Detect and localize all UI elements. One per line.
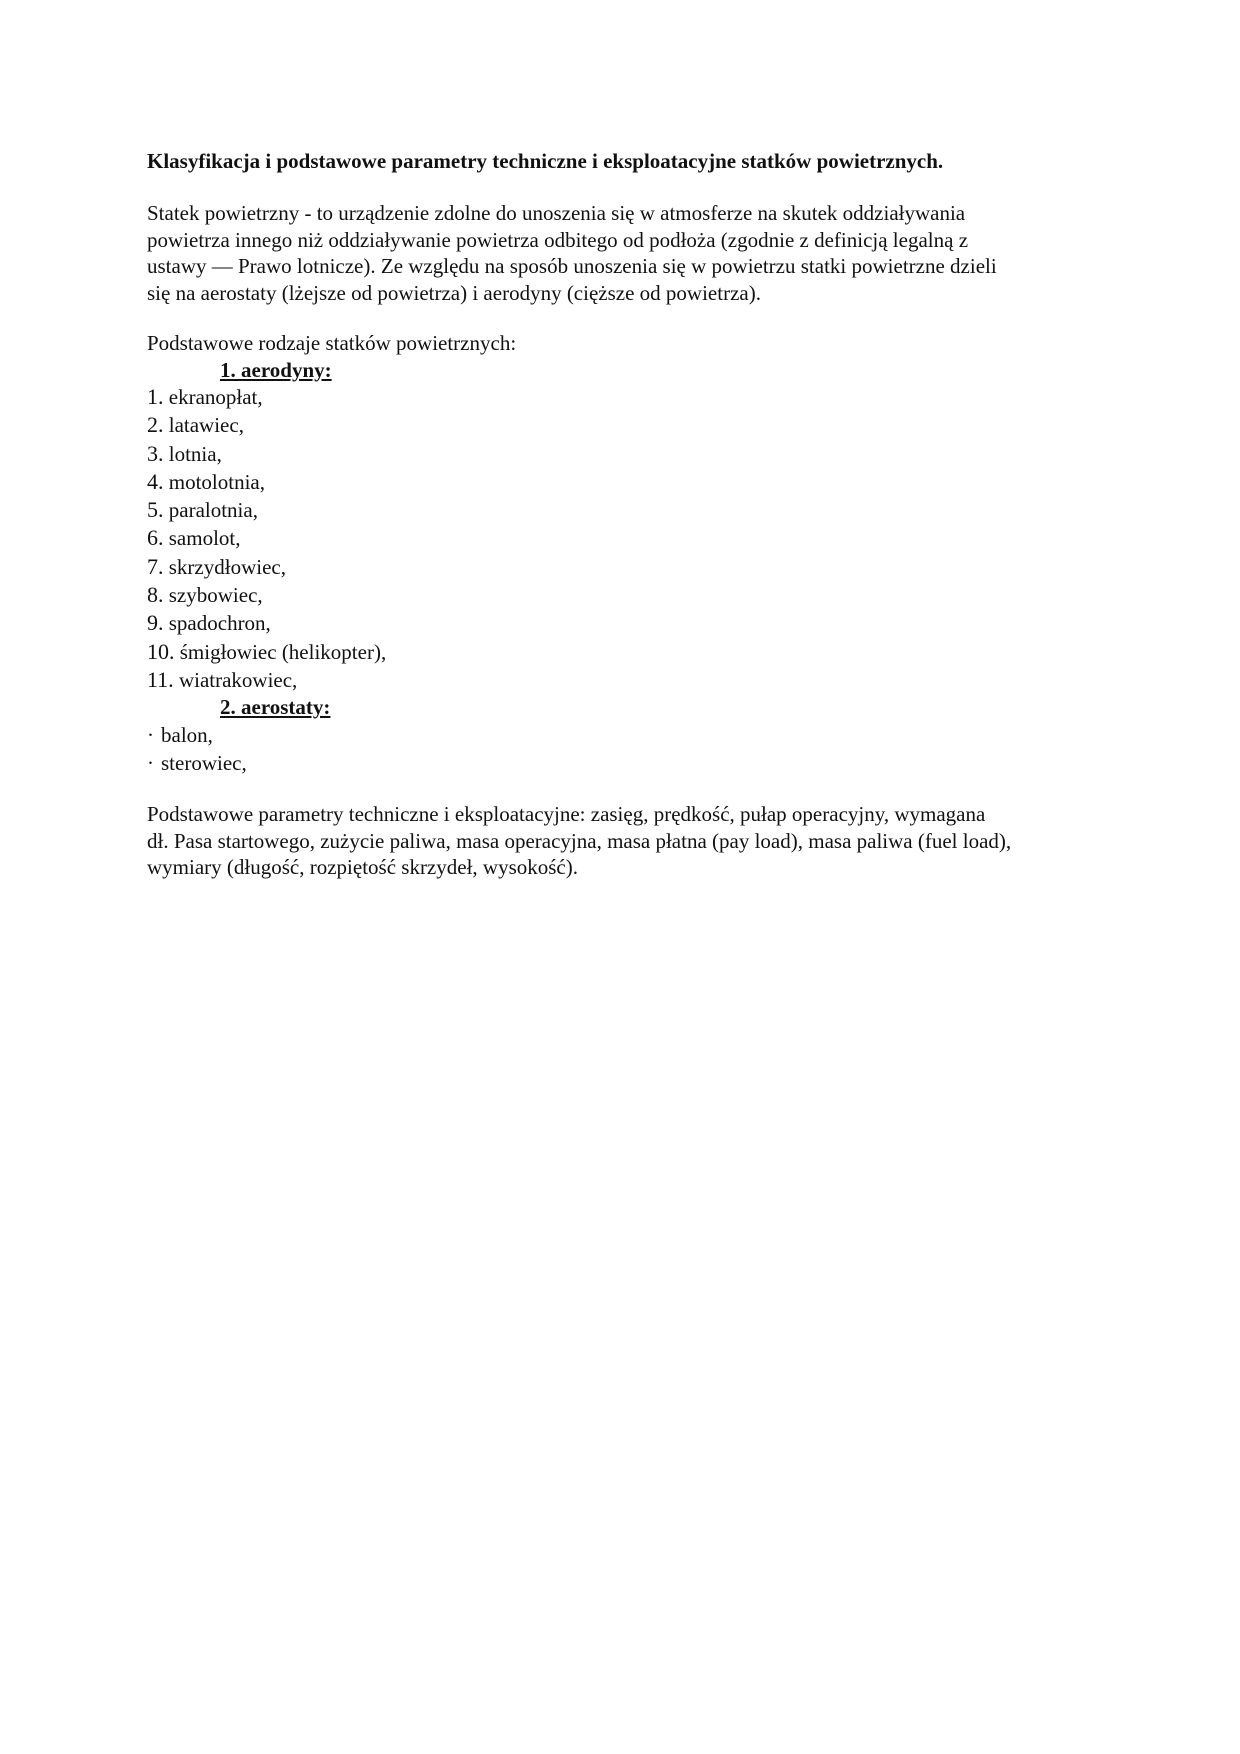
list-item-text: skrzydłowiec, [168, 554, 286, 579]
list-item-text: sterowiec, [161, 751, 247, 776]
types-intro: Podstawowe rodzaje statków powietrznych: [147, 331, 517, 355]
definition-line: się na aerostaty (lżejsze od powietrza) i aerodyny (cięższe od powietrza). [147, 280, 761, 305]
list-item [147, 468, 1097, 496]
aerostaty-heading: 2. aerostaty: [220, 695, 331, 720]
definition-line: powietrza innego niż oddziaływanie powietrza odbitego od podłoża (zgodnie z definicją legalną z [147, 227, 969, 252]
list-item-number: 6. [147, 525, 164, 551]
bullet-icon: · [147, 751, 154, 776]
document-title: Klasyfikacja i podstawowe parametry techniczne i eksploatacyjne statków powietrznych. [147, 149, 944, 173]
list-item-text: samolot, [168, 526, 241, 551]
list-item-number: 9. [147, 610, 164, 636]
parameters-paragraph [147, 801, 1097, 881]
parameters-line: wymiary (długość, rozpiętość skrzydeł, wysokość). [147, 855, 578, 880]
list-item-number: 4. [147, 468, 164, 494]
list-item-number: 2. [147, 412, 164, 438]
list-item-text: śmigłowiec (helikopter), [179, 639, 387, 664]
list-item-text: szybowiec, [168, 583, 263, 608]
list-item [147, 440, 1097, 468]
list-item [147, 553, 1097, 581]
definition-paragraph [147, 200, 1097, 306]
list-item-text: ekranopłat, [168, 385, 263, 409]
list-item [147, 496, 1097, 524]
list-item [147, 749, 1097, 777]
list-item [147, 581, 1097, 609]
list-item-text: spadochron, [168, 611, 271, 636]
list-item [147, 609, 1097, 637]
list-item [147, 721, 1097, 749]
list-item-text: wiatrakowiec, [178, 667, 298, 692]
list-item-number: 7. [147, 553, 164, 579]
parameters-line: Podstawowe parametry techniczne i eksploatacyjne: zasięg, prędkość, pułap operacyjny, wymagana [147, 802, 986, 827]
aerodyny-heading: 1. aerodyny: [220, 357, 332, 382]
bullet-icon: · [147, 722, 154, 747]
list-item [147, 638, 1097, 666]
list-item [147, 524, 1097, 552]
parameters-line: dł. Pasa startowego, zużycie paliwa, masa operacyjna, masa płatna (pay load), masa paliwa (fuel load), [147, 828, 1012, 853]
list-item-number: 5. [147, 497, 164, 523]
list-item-number: 10. [147, 638, 175, 664]
list-item-number: 11. [147, 666, 174, 692]
list-item-text: latawiec, [168, 413, 244, 438]
list-item-text: paralotnia, [168, 498, 258, 523]
definition-line: Statek powietrzny - to urządzenie zdolne do unoszenia się w atmosferze na skutek oddziaływania [147, 201, 966, 225]
definition-line: ustawy — Prawo lotnicze). Ze względu na sposób unoszenia się w powietrzu statki powietrzne dzieli [147, 254, 997, 278]
list-item [147, 666, 1097, 694]
list-item [147, 411, 1097, 439]
list-item-number: 1. [147, 384, 164, 409]
list-item-text: motolotnia, [168, 469, 265, 494]
list-item-text: lotnia, [168, 441, 222, 466]
list-item [147, 383, 1097, 411]
document-page [147, 146, 1097, 905]
aerostaty-list [147, 721, 1097, 778]
list-item-number: 8. [147, 582, 164, 608]
aerodyny-list [147, 383, 1097, 694]
list-item-number: 3. [147, 440, 164, 466]
list-item-text: balon, [161, 722, 213, 747]
